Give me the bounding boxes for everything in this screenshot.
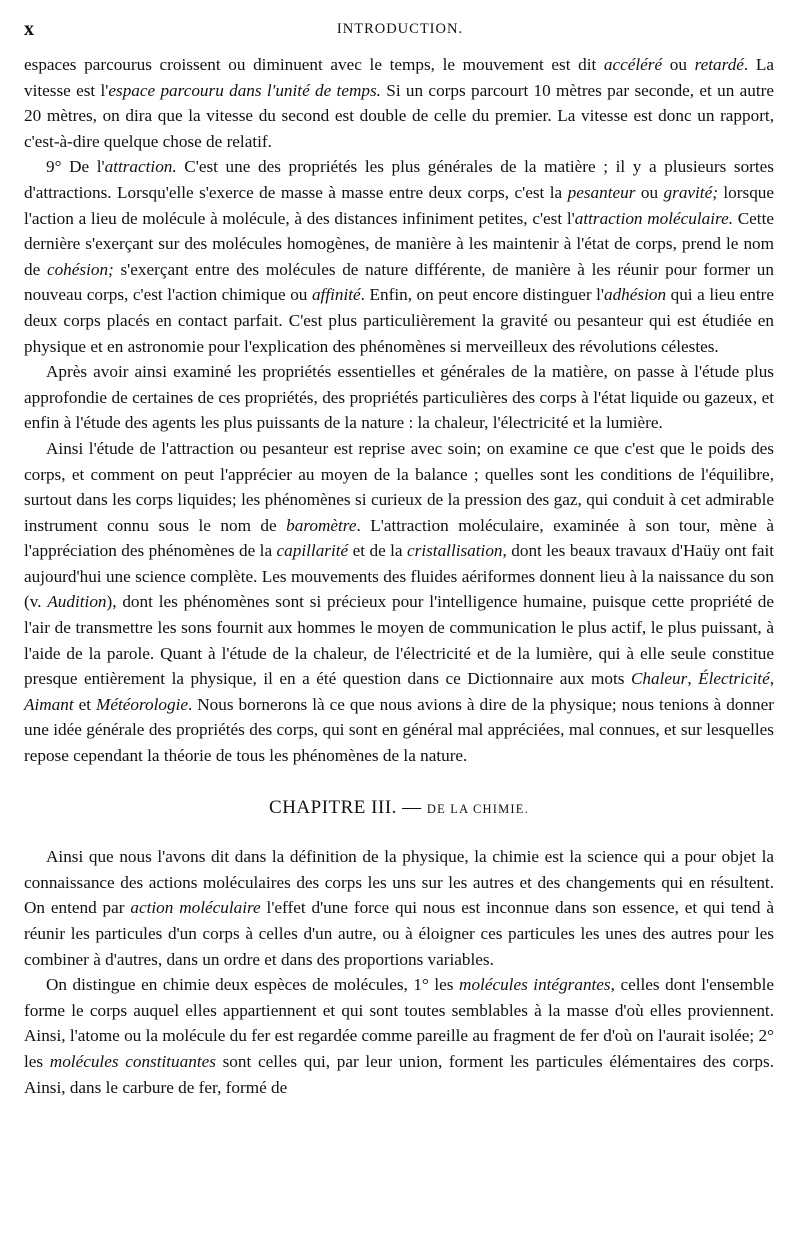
paragraph-continuation: espaces parcourus croissent ou diminuent avec le temps, le mouvement est dit accéléré ou retardé. La vitesse est l'espace parcouru dans l'unité de temps. Si un corps parcourt 10 mètres par seconde, et un autre 20 mètres, on dira que la vitesse du second est double de celle du premier. La vitesse est donc un rapport, c'est-à-dire quelque chose de relatif. [24,55,774,151]
chapter-heading [24,795,774,823]
page-header [24,18,776,42]
running-head: INTRODUCTION. [336,21,464,37]
paragraph-chimie-definition: Ainsi que nous l'avons dit dans la définition de la physique, la chimie est la science qui a pour objet la connaissance des actions moléculaires des corps les uns sur les autres et des changements qui en résultent. On entend par action moléculaire l'effet d'une force qui nous est inconnue dans son essence, et qui tend à réunir les particules d'un corps à celles d'un autre, ou à éloigner ces particules les unes des autres pour les combiner à d'autres, dans un ordre et dans des proportions variables. [24,847,774,969]
paragraph-pesanteur: Ainsi l'étude de l'attraction ou pesanteur est reprise avec soin; on examine ce que c'est que le poids des corps, et comment on peut l'apprécier au moyen de la balance ; quelles sont les conditions de l'équilibre, surtout dans les corps liquides; les phénomènes si curieux de la pression des gaz, qui conduit à cet admirable instrument connu sous le nom de baromètre. L'attraction moléculaire, examinée à son tour, mène à l'appréciation des phénomènes de la capillarité et de la cristallisation, dont les beaux travaux d'Haüy ont fait aujourd'hui une science complète. Les mouvements des fluides aériformes donnent lieu à la naissance du son (v. Audition), dont les phénomènes sont si précieux pour l'intelligence humaine, puisque cette propriété de l'air de transmettre les sons fournit aux hommes le moyen de communication le plus actif, le plus puissant, à l'aide de la parole. Quant à l'étude de la chaleur, de l'électricité et de la lumière, qui à elle seule constitue presque entièrement la physique, il en a été question dans ce Dictionnaire aux mots Chaleur, Électricité, Aimant et Météorologie. Nous bornerons là ce que nous avions à dire de la physique; nous tenions à donner une idée générale des propriétés des corps, qui sont en général mal appréciées, mal connues, et sur lesquelles repose cependant la théorie de tous les phénomènes de la nature. [24,438,775,766]
chapter-title: CHAPITRE III. — [269,796,427,818]
chapter-subtitle: DE LA CHIMIE. [426,801,529,816]
paragraph-properties: Après avoir ainsi examiné les propriétés essentielles et générales de la matière, on passe à l'étude plus approfondie de certaines de ces propriétés, des propriétés particulières des corps à l'état liquide ou gazeux, et enfin à l'étude des agents les plus puissants de la nature : la chaleur, l'électricité et la lumière. [24,362,774,433]
page-number: x [24,18,35,40]
paragraph-attraction: 9° De l'attraction. C'est une des propriétés les plus générales de la matière ; il y a plusieurs sortes d'attractions. Lorsqu'elle s'exerce de masse à masse entre deux corps, c'est la pesanteur ou gravité; lorsque l'action a lieu de molécule à molécule, à des distances infiniment petites, c'est l'attraction moléculaire. Cette dernière s'exerçant sur des molécules homogènes, de manière à les maintenir à l'état de corps, prend le nom de cohésion; s'exerçant entre des molécules de nature différente, de manière à les réunir pour former un nouveau corps, c'est l'action chimique ou affinité. Enfin, on peut encore distinguer l'adhésion qui a lieu entre deux corps placés en contact parfait. C'est plus particulièrement la gravité ou pesanteur qui est étudiée en physique et en astronomie pour l'explication des phénomènes si merveilleux des révolutions célestes. [24,157,775,356]
paragraph-molecules: On distingue en chimie deux espèces de molécules, 1° les molécules intégrantes, celles dont l'ensemble forme le corps auquel elles appartiennent et qui sont toutes semblables à la masse d'où elles proviennent. Ainsi, l'atome ou la molécule du fer est regardée comme pareille au fragment de fer d'où on l'aurait isolée; 2° les molécules constituantes sont celles qui, par leur union, forment les particules élémentaires des corps. Ainsi, dans le carbure de fer, formé de [24,975,775,1097]
page-body [24,52,774,1100]
